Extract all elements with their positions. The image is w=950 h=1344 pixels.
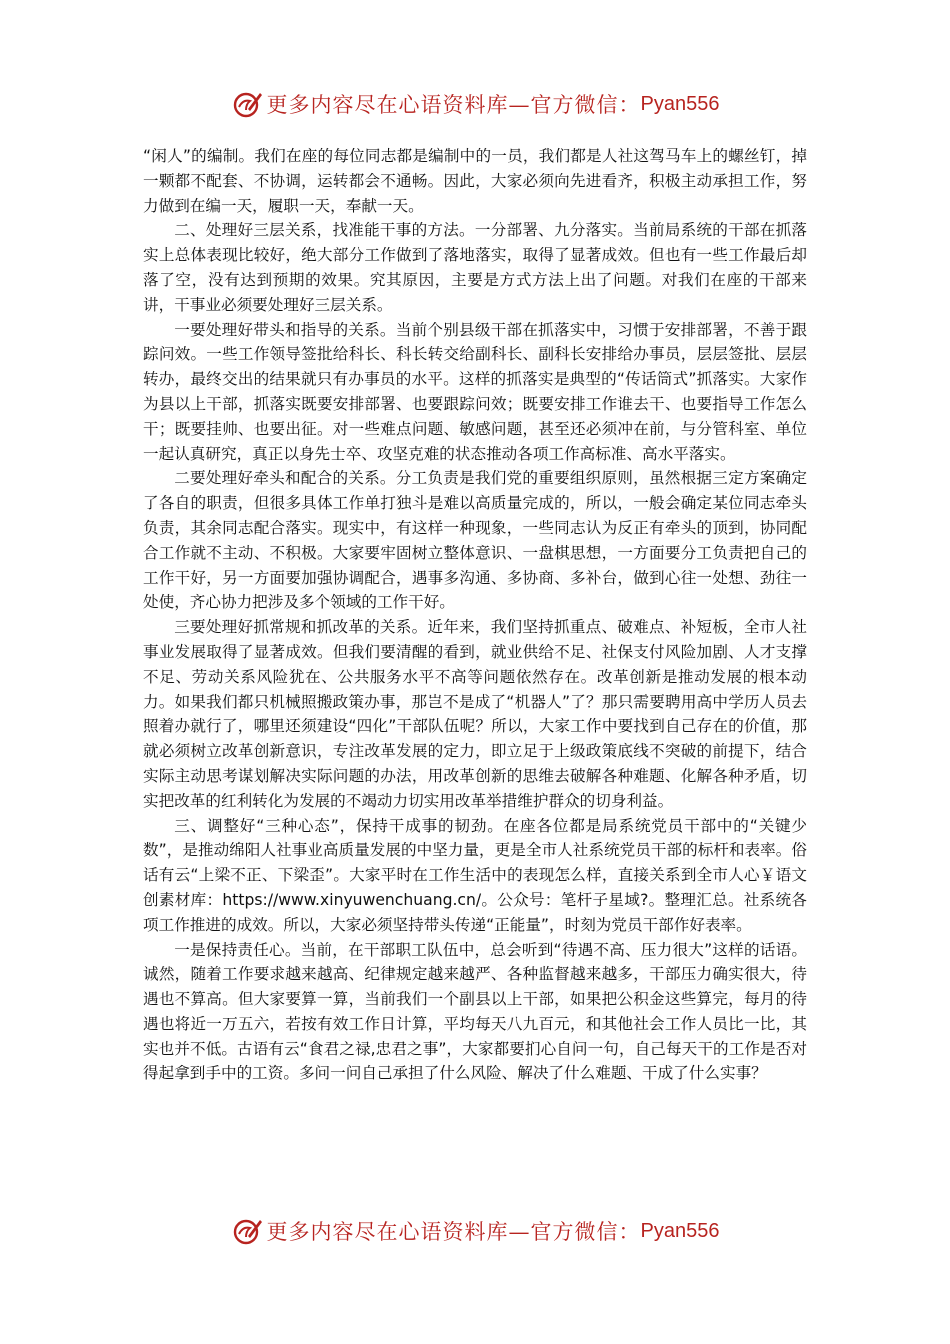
paragraph: 一要处理好带头和指导的关系。当前个别县级干部在抓落实中，习惯于安排部署，不善于跟踪问效。一些工作领导签批给科长、科长转交给副科长、副科长安排给办事员，层层签批、层层转办，最终交出的结果就只有办事员的水平。这样的抓落实是典型的“传话筒式”抓落实。大家作为县以上干部，抓落实既要安排部署、也要跟踪问效；既要安排工作谁去干、也要指导工作怎么干；既要挂帅、也要出征。对一些难点问题、敏感问题，甚至还必须冲在前，与分管科室、单位一起认真研究，真正以身先士卒、攻坚克难的状态推动各项工作高标准、高水平落实。 [143, 320, 807, 463]
paragraph: 三要处理好抓常规和抓改革的关系。近年来，我们坚持抓重点、破难点、补短板，全市人社事业发展取得了显著成效。但我们要清醒的看到，就业供给不足、社保支付风险加剧、人才支撑不足、劳动关系风险犹在、公共服务水平不高等问题依然存在。改革创新是推动发展的根本动力。如果我们都只机械照搬政策办事，那岂不是成了“机器人”了？那只需要聘用高中学历人员去照着办就行了，哪里还须建设“四化”干部队伍呢？所以，大家工作中要找到自己存在的价值，那就必须树立改革创新意识，专注改革发展的定力，即立足于上级政策底线不突破的前提下，结合实际主动思考谋划解决实际问题的办法，用改革创新的思维去破解各种难题、化解各种矛盾，切实把改革的红利转化为发展的不竭动力切实用改革举措维护群众的切身利益。 [143, 618, 807, 810]
logo-icon [231, 88, 263, 120]
footer-banner [0, 1213, 950, 1249]
header-banner-text: 更多内容尽在心语资料库—官方微信： [266, 93, 641, 117]
footer-banner-id: Pyan556 [640, 1219, 720, 1242]
footer-banner-text: 更多内容尽在心语资料库—官方微信： [266, 1220, 641, 1244]
paragraph: 一是保持责任心。当前，在干部职工队伍中，总会听到“待遇不高、压力很大”这样的话语。诚然，随着工作要求越来越高、纪律规定越来越严、各种监督越来越多，干部压力确实很大，待遇也不算高。但大家要算一算，当前我们一个副县以上干部，如果把公积金这些算完，每月的待遇也将近一万五六，若按有效工作日计算，平均每天八九百元，和其他社会工作人员比一比，其实也并不低。古语有云“食君之禄,忠君之事”，大家都要扪心自问一句，自己每天干的工作是否对得起拿到手中的工资。多问一问自己承担了什么风险、解决了什么难题、干成了什么实事？ [143, 940, 807, 1083]
paragraph: “闲人”的编制。我们在座的每位同志都是编制中的一员，我们都是人社这驾马车上的螺丝钉，掉一颗都不配套、不协调，运转都会不通畅。因此，大家必须向先进看齐，积极主动承担工作，努力做到在编一天，履职一天，奉献一天。 [143, 147, 807, 215]
logo-icon [231, 1215, 263, 1247]
paragraph: 二要处理好牵头和配合的关系。分工负责是我们党的重要组织原则，虽然根据三定方案确定了各自的职责，但很多具体工作单打独斗是难以高质量完成的，所以，一般会确定某位同志牵头负责，其余同志配合落实。现实中，有这样一种现象，一些同志认为反正有牵头的顶到，协同配合工作就不主动、不积极。大家要牢固树立整体意识、一盘棋思想，一方面要分工负责把自己的工作干好，另一方面要加强协调配合，遇事多沟通、多协商、多补台，做到心往一处想、劲往一处使，齐心协力把涉及多个领域的工作干好。 [143, 469, 807, 612]
paragraph: 三、调整好“三种心态”，保持干成事的韧劲。在座各位都是局系统党员干部中的“关键少数”，是推动绵阳人社事业高质量发展的中坚力量，更是全市人社系统党员干部的标杆和表率。俗话有云“上梁不正、下梁歪”。大家平时在工作生活中的表现怎么样，直接关系到全市人心￥语文创素材库：https://www.xinyuwenchuang.cn/。公众号：笔杆子星域?。整理汇总。社系统各项工作推进的成效。所以，大家必须坚持带头传递“正能量”，时刻为党员干部作好表率。 [143, 816, 807, 934]
document-body [143, 144, 807, 1086]
header-banner [0, 86, 950, 122]
header-banner-id: Pyan556 [640, 92, 720, 115]
paragraph: 二、处理好三层关系，找准能干事的方法。一分部署、九分落实。当前局系统的干部在抓落实上总体表现比较好，绝大部分工作做到了落地落实，取得了显著成效。但也有一些工作最后却落了空，没有达到预期的效果。究其原因，主要是方式方法上出了问题。对我们在座的干部来讲，干事业必须要处理好三层关系。 [143, 221, 807, 314]
